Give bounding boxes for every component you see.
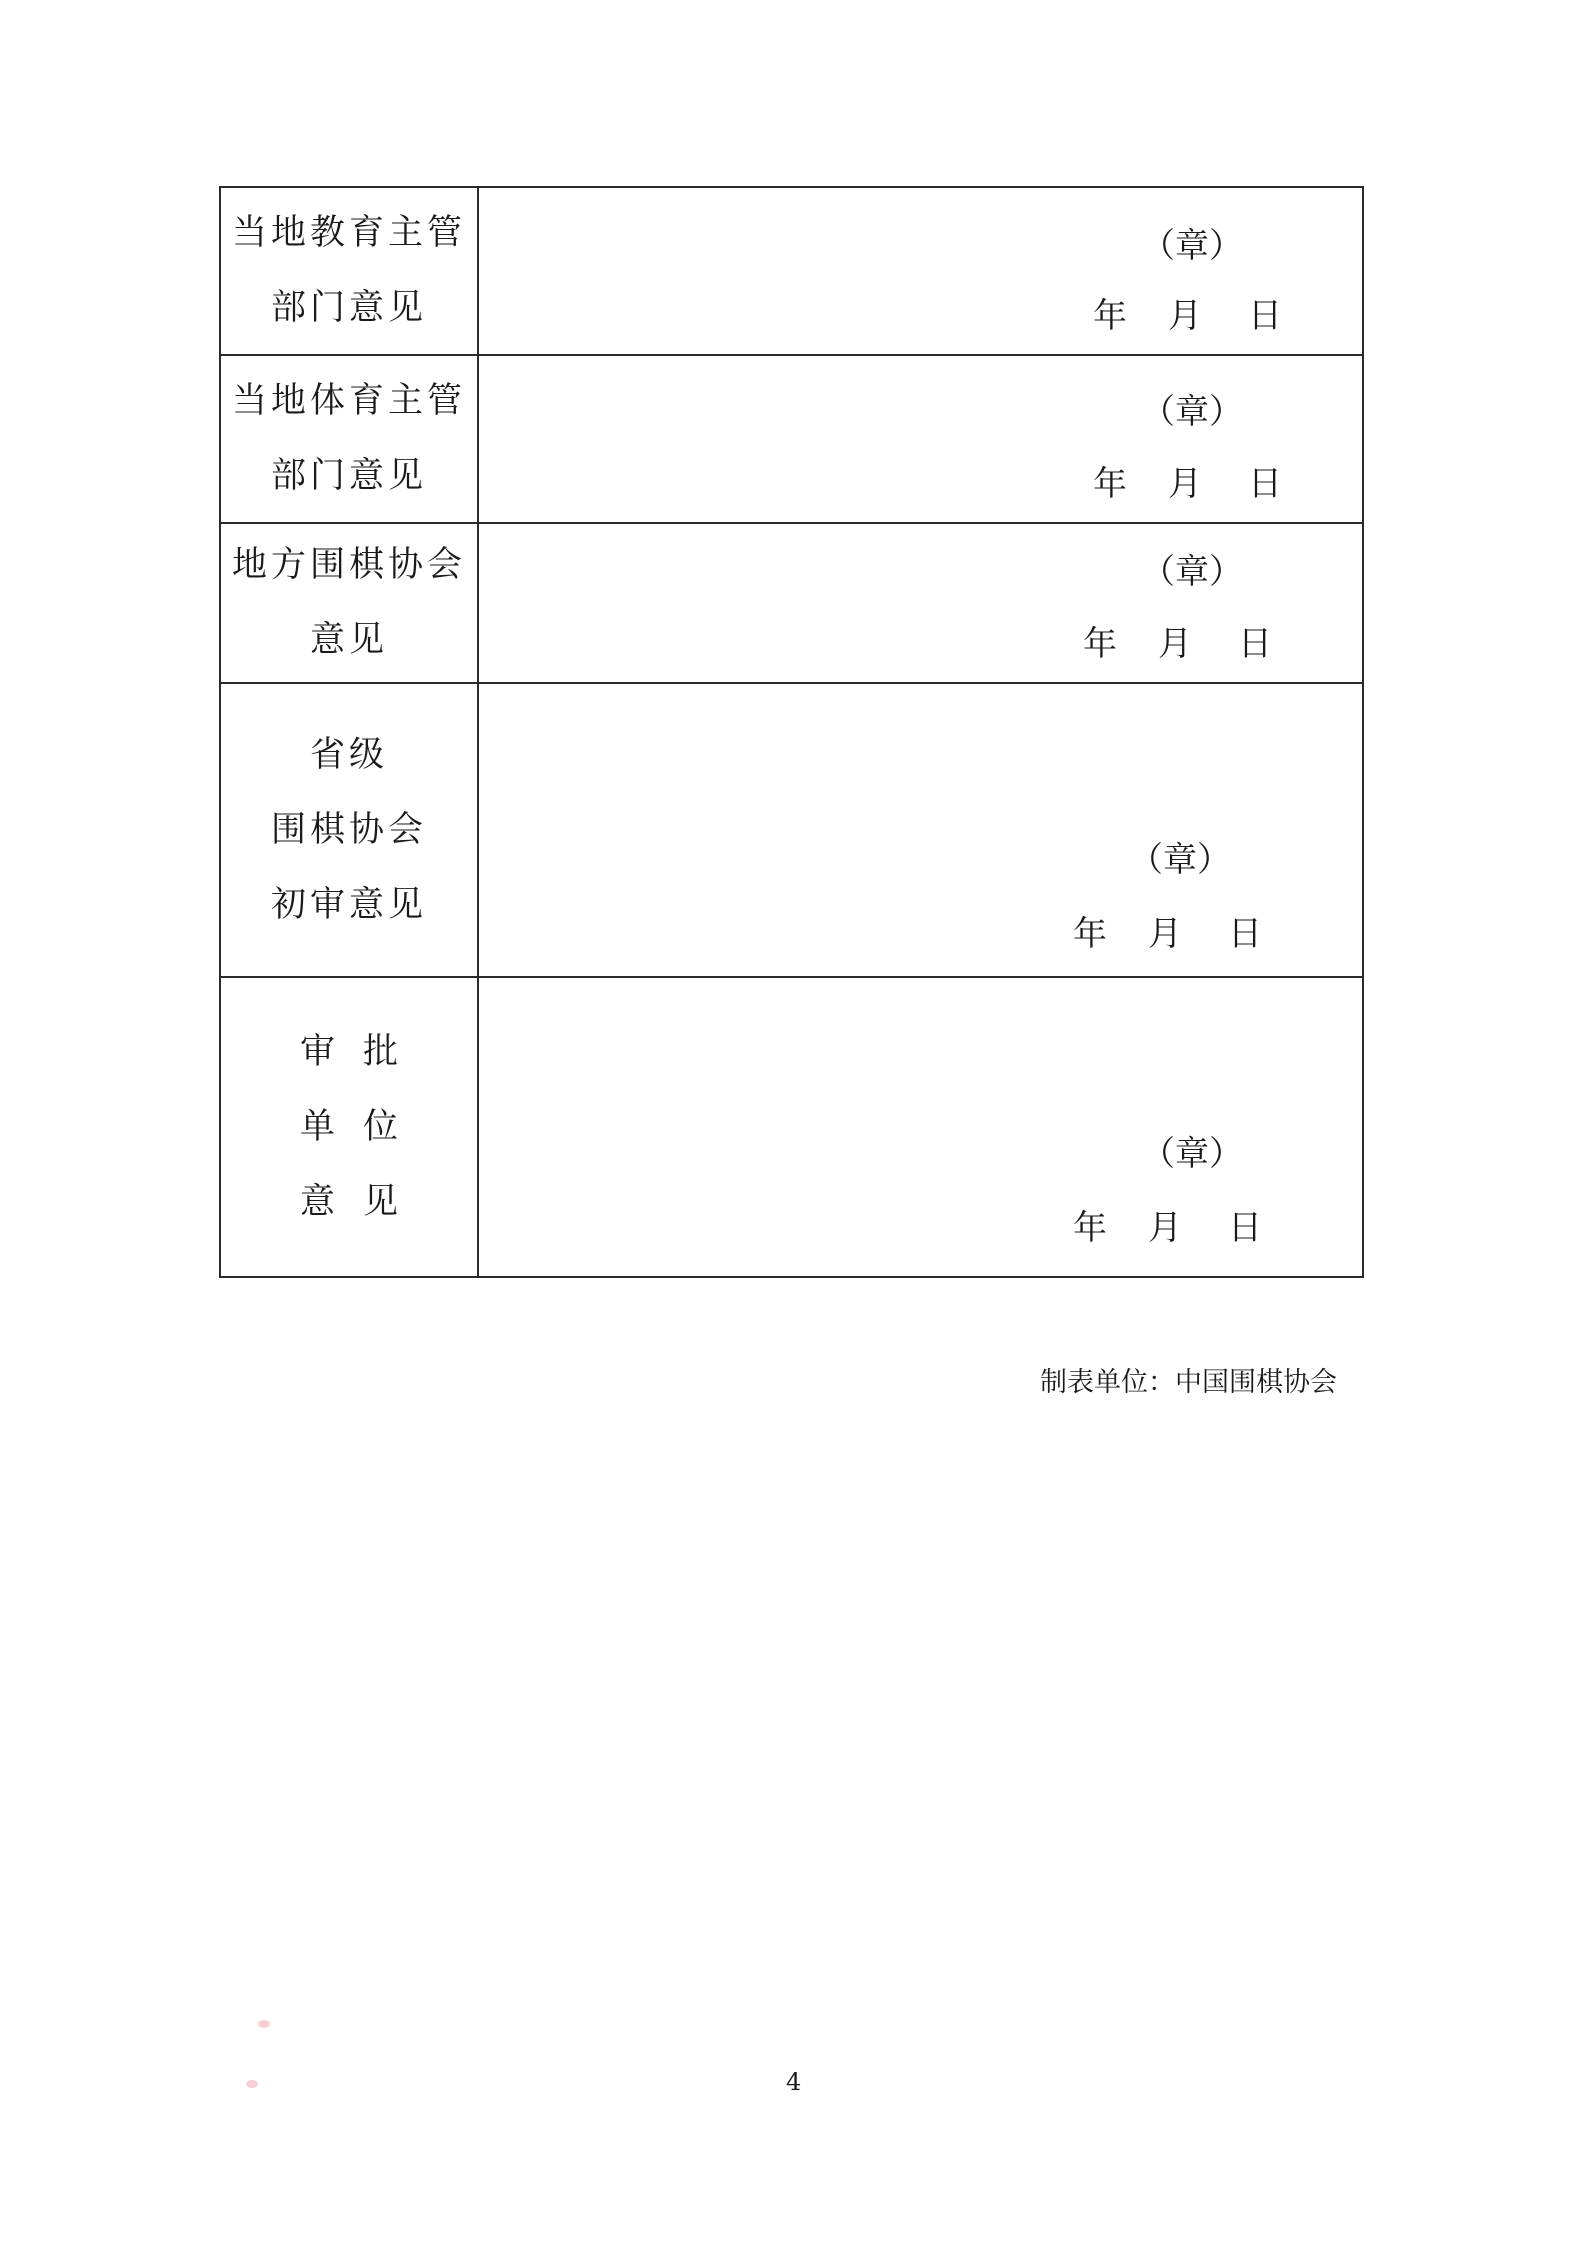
date-day-label: 日 — [1248, 296, 1282, 336]
date-line — [1073, 1200, 1262, 1249]
form-issuer-note: 制表单位：中国围棋协会 — [1040, 1367, 1337, 1398]
table-row — [220, 523, 1363, 683]
table-row — [220, 683, 1363, 977]
date-year-label: 年 — [1083, 624, 1117, 664]
date-day-label: 日 — [1228, 914, 1262, 954]
stamp-label: （章） — [1141, 1134, 1243, 1174]
opinion-cell-provincial-weiqi-association[interactable] — [478, 683, 1363, 977]
date-month-label: 月 — [1148, 1208, 1182, 1248]
row-label-provincial-weiqi-association — [220, 683, 478, 977]
date-year-label: 年 — [1073, 1208, 1107, 1248]
label-line: 意见 — [309, 620, 388, 660]
label-line: 省级 — [309, 734, 388, 775]
page-number: 4 — [786, 2068, 802, 2096]
row-label-education-dept — [220, 187, 478, 355]
label-line: 意见 — [299, 1181, 426, 1222]
row-label-sports-dept — [220, 355, 478, 523]
label-line: 初审意见 — [270, 884, 427, 925]
date-month-label: 月 — [1168, 464, 1202, 504]
label-line: 当地体育主管 — [231, 381, 466, 421]
opinion-cell-education-dept[interactable] — [478, 187, 1363, 355]
date-day-label: 日 — [1238, 624, 1272, 664]
row-label-local-weiqi-association — [220, 523, 478, 683]
date-day-label: 日 — [1228, 1208, 1262, 1248]
date-year-label: 年 — [1093, 464, 1127, 504]
label-line: 围棋协会 — [270, 809, 427, 850]
stamp-label: （章） — [1141, 552, 1243, 592]
stamp-label: （章） — [1141, 392, 1243, 432]
row-label-approving-unit — [220, 977, 478, 1277]
stamp-label: （章） — [1129, 840, 1231, 880]
label-line: 当地教育主管 — [231, 213, 466, 253]
ink-smudge — [258, 2020, 270, 2028]
label-line: 单位 — [299, 1106, 426, 1147]
stamp-label: （章） — [1141, 226, 1243, 266]
date-day-label: 日 — [1248, 464, 1282, 504]
label-line: 地方围棋协会 — [231, 545, 466, 585]
opinion-cell-approving-unit[interactable] — [478, 977, 1363, 1277]
table-row — [220, 977, 1363, 1277]
date-line — [1093, 456, 1282, 505]
label-line: 部门意见 — [270, 456, 427, 496]
approval-form-table — [219, 186, 1364, 1278]
label-line: 审批 — [299, 1031, 426, 1072]
date-month-label: 月 — [1158, 624, 1192, 664]
date-line — [1083, 616, 1272, 665]
date-month-label: 月 — [1148, 914, 1182, 954]
date-year-label: 年 — [1093, 296, 1127, 336]
date-line — [1093, 288, 1282, 337]
opinion-cell-local-weiqi-association[interactable] — [478, 523, 1363, 683]
date-year-label: 年 — [1073, 914, 1107, 954]
date-line — [1073, 906, 1262, 955]
opinion-cell-sports-dept[interactable] — [478, 355, 1363, 523]
table-row — [220, 355, 1363, 523]
ink-smudge — [246, 2080, 258, 2088]
table-row — [220, 187, 1363, 355]
date-month-label: 月 — [1168, 296, 1202, 336]
label-line: 部门意见 — [270, 288, 427, 328]
